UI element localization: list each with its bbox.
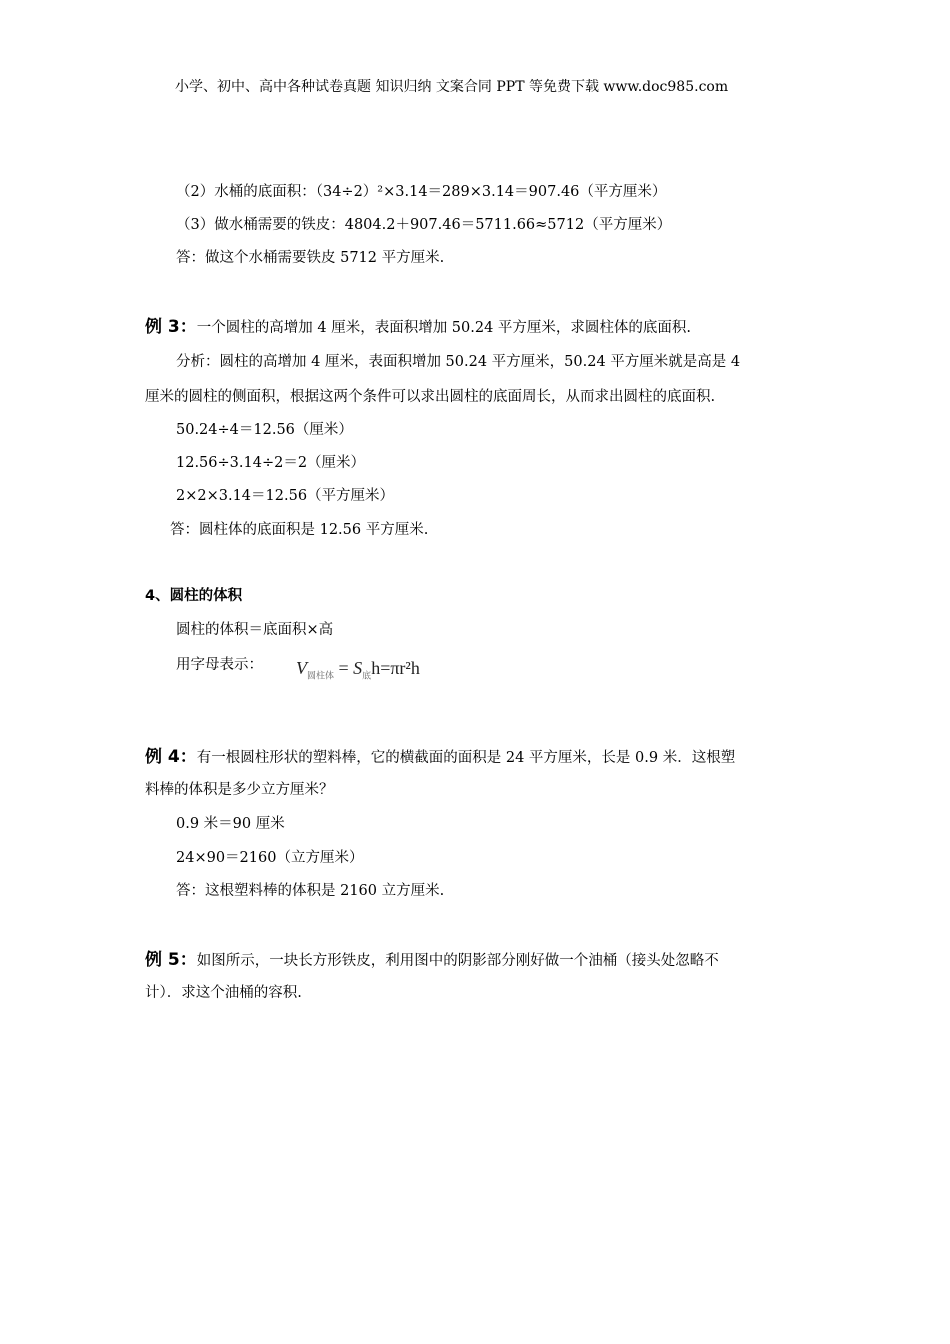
step-line: 0.9 米＝90 厘米 bbox=[176, 816, 285, 832]
formula-text: 圆柱的体积＝底面积×高 bbox=[176, 622, 334, 638]
page-header: 小学、初中、高中各种试卷真题 知识归纳 文案合同 PPT 等免费下载 www.doc985.com bbox=[175, 79, 729, 95]
example-label: 例 5： bbox=[145, 950, 197, 970]
step-line: 2×2×3.14＝12.56（平方厘米） bbox=[176, 488, 395, 504]
example-5: 例 5：如图所示，一块长方形铁皮，利用图中的阴影部分刚好做一个油桶（接头处忽略不 bbox=[145, 950, 719, 970]
solution-line: （3）做水桶需要的铁皮：4804.2＋907.46＝5711.66≈5712（平方厘米） bbox=[176, 217, 672, 233]
analysis-line: 分析：圆柱的高增加 4 厘米，表面积增加 50.24 平方厘米，50.24 平方厘米就是高是 4 bbox=[176, 354, 741, 370]
example-3 bbox=[145, 312, 691, 337]
example-label: 例 3： bbox=[145, 317, 197, 337]
example-label: 例 4： bbox=[145, 747, 197, 767]
step-line: 12.56÷3.14÷2＝2（厘米） bbox=[176, 455, 366, 471]
step-line: 24×90＝2160（立方厘米） bbox=[176, 850, 364, 866]
letters-label: 用字母表示： bbox=[176, 657, 263, 673]
example-text: 料棒的体积是多少立方厘米？ bbox=[145, 782, 334, 798]
solution-line: （2）水桶的底面积：（34÷2）²×3.14＝289×3.14＝907.46（平方厘米） bbox=[176, 184, 667, 200]
answer-line: 答：圆柱体的底面积是 12.56 平方厘米. bbox=[170, 522, 429, 538]
step-line: 50.24÷4＝12.56（厘米） bbox=[176, 422, 353, 438]
analysis-line: 厘米的圆柱的侧面积，根据这两个条件可以求出圆柱的底面周长，从而求出圆柱的底面积. bbox=[145, 389, 716, 405]
section-title: 4、圆柱的体积 bbox=[145, 588, 243, 604]
example-text: 计）．求这个油桶的容积. bbox=[145, 985, 302, 1001]
volume-formula: $V_{圆柱体} = S_底h=\pi r^2h$ bbox=[296, 658, 420, 681]
example-text: 一个圆柱的高增加 4 厘米，表面积增加 50.24 平方厘米，求圆柱体的底面积. bbox=[196, 320, 692, 336]
answer-line: 答：这根塑料棒的体积是 2160 立方厘米. bbox=[176, 883, 445, 899]
example-4: 例 4：有一根圆柱形状的塑料棒，它的横截面的面积是 24 平方厘米，长是 0.9 米．这根塑 bbox=[145, 747, 736, 767]
answer-line: 答：做这个水桶需要铁皮 5712 平方厘米. bbox=[176, 250, 445, 266]
